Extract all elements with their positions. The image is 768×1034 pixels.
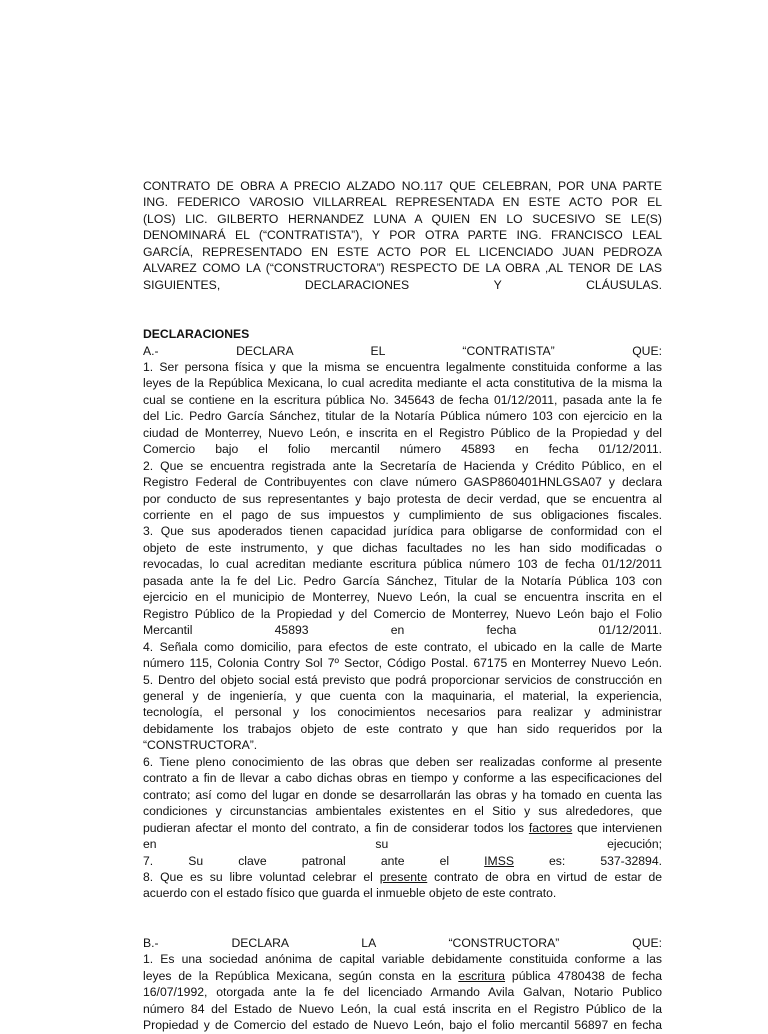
section-a-line: Registro Público de la Propiedad y del Comercio de Monterrey, Nuevo León bajo el Folio (143, 606, 662, 621)
declaraciones-heading: DECLARACIONES (143, 327, 250, 342)
section-a-heading: A.- DECLARA EL “CONTRATISTA” QUE: (143, 343, 662, 358)
contract-title (143, 178, 662, 293)
section-a-line: ejercicio en el municipio de Monterrey, Nuevo León, la cual se encuentra inscrita en el (143, 590, 662, 605)
section-b-line: 1. Es una sociedad anónima de capital variable debidamente constituida conforme a las (143, 952, 662, 967)
section-a-line: 3. Que sus apoderados tienen capacidad jurídica para obligarse de conformidad con el (143, 524, 662, 539)
section-a-line: 2. Que se encuentra registrada ante la Secretaría de Hacienda y Crédito Público, en el (143, 458, 662, 473)
section-a-line: 7. Su clave patronal ante el IMSS es: 537-32894. (143, 853, 663, 868)
section-a-line: del Lic. Pedro García Sánchez, titular de la Notaría Pública número 103 con ejercicio en la (143, 409, 662, 424)
title-line: ING. FEDERICO VAROSIO VILLARREAL REPRESENTADA EN ESTE ACTO POR EL (143, 195, 662, 210)
title-line: ALVAREZ COMO LA (“CONSTRUCTORA”) RESPECTO DE LA OBRA ,AL TENOR DE LAS (143, 261, 662, 276)
section-a-line: 6. Tiene pleno conocimiento de las obras que deben ser realizadas conforme al presente (143, 754, 662, 769)
section-a-line: número 115, Colonia Contry Sol 7º Sector, Código Postal. 67175 en Monterrey Nuevo León. (143, 656, 662, 671)
section-a-line: revocadas, lo cual acreditan mediante escritura pública número 103 de fecha 01/12/2011 (143, 557, 662, 572)
section-a-line: tecnología, el personal y los conocimientos necesarios para realizar y administrar (143, 705, 662, 720)
section-a-line: por conducto de sus representantes y bajo protesta de decir verdad, que se encuentra al (143, 491, 662, 506)
section-a-line: 1. Ser persona física y que la misma se encuentra legalmente constituida conforme a las (143, 359, 662, 374)
contract-page (143, 178, 662, 1034)
section-a-line: pasada ante la fe del Lic. Pedro García Sánchez, Titular de la Notaría Pública 103 con (143, 573, 662, 588)
section-b-line: leyes de la República Mexicana, según consta en la escritura pública 4780438 de fecha (143, 968, 663, 983)
section-a-line: contrato a fin de llevar a cabo dichas obras en tiempo y conforme a las especificaciones del (143, 771, 662, 786)
section-a-line: 5. Dentro del objeto social está previsto que podrá proporcionar servicios de construcción en (143, 672, 662, 687)
section-a-line: Mercantil 45893 en fecha 01/12/2011. (143, 623, 662, 638)
section-a-line: acuerdo con el estado físico que guarda el inmueble objeto de este contrato. (143, 886, 557, 901)
section-a-line: ciudad de Monterrey, Nuevo León, e inscrita en el Registro Público de la Propiedad y del (143, 425, 662, 440)
section-b-heading: B.- DECLARA LA “CONSTRUCTORA” QUE: (143, 935, 662, 950)
section-a-line: debidamente los trabajos objeto de este contrato y que han sido requeridos por la (143, 721, 662, 736)
section-b-line: 16/07/1992, otorgada ante la fe del licenciado Armando Avila Galvan, Notario Publico (143, 985, 662, 1000)
section-a-line: Registro Federal de Contribuyentes con clave número GASP860401HNLGSA07 y declara (143, 475, 662, 490)
section-a-body (143, 359, 662, 902)
section-a-line: objeto de este instrumento, y que dichas facultades no les han sido modificadas o (143, 540, 662, 555)
section-a-line: pudieran afectar el monto del contrato, a fin de considerar todos los factores que intervienen (143, 820, 662, 835)
section-a-line: condiciones y circunstancias ambientales existentes en el Sitio y sus alrededores, que (143, 804, 662, 819)
section-b-body (143, 951, 662, 1033)
section-a-line: general y de ingeniería, y que cuenta con la maquinaria, el material, la experiencia, (143, 689, 662, 704)
section-a-line: contrato; así como del lugar en donde se desarrollarán las obras y ha tomado en cuenta las (143, 787, 662, 802)
section-a-line: 4. Señala como domicilio, para efectos de este contrato, el ubicado en la calle de Marte (143, 639, 662, 654)
section-a-line: “CONSTRUCTORA”. (143, 738, 258, 753)
section-b-line: número 84 del Estado de Nuevo León, la cual está inscrita en el Registro Público de la (143, 1001, 662, 1016)
section-a-line: 8. Que es su libre voluntad celebrar el presente contrato de obra en virtud de estar de (143, 870, 662, 884)
title-line: GARCÍA, REPRESENTADO EN ESTE ACTO POR EL LICENCIADO JUAN PEDROZA (143, 244, 662, 259)
section-b-line: Propiedad y de Comercio del estado de Nuevo León, bajo el folio mercantil 56897 en fecha (143, 1018, 662, 1033)
section-a-line: cual se contiene en la escritura pública No. 345643 de fecha 01/12/2011, pasada ante la fe (143, 392, 662, 407)
section-a-line: en su ejecución; (143, 837, 662, 852)
title-line: (LOS) LIC. GILBERTO HERNANDEZ LUNA A QUIEN EN LO SUCESIVO SE LE(S) (143, 211, 662, 226)
title-line: SIGUIENTES, DECLARACIONES Y CLÁUSULAS. (143, 277, 662, 292)
section-a-line: Comercio bajo el folio mercantil número 45893 en fecha 01/12/2011. (143, 442, 662, 457)
title-line: DENOMINARÁ EL (“CONTRATISTA”), Y POR OTRA PARTE ING. FRANCISCO LEAL (143, 228, 662, 243)
section-a-line: leyes de la República Mexicana, lo cual acredita mediante el acta constitutiva de la misma la (143, 376, 662, 391)
section-a-line: corriente en el pago de sus impuestos y cumplimiento de sus obligaciones fiscales. (143, 508, 662, 523)
title-line: CONTRATO DE OBRA A PRECIO ALZADO NO.117 QUE CELEBRAN, POR UNA PARTE (143, 179, 662, 193)
